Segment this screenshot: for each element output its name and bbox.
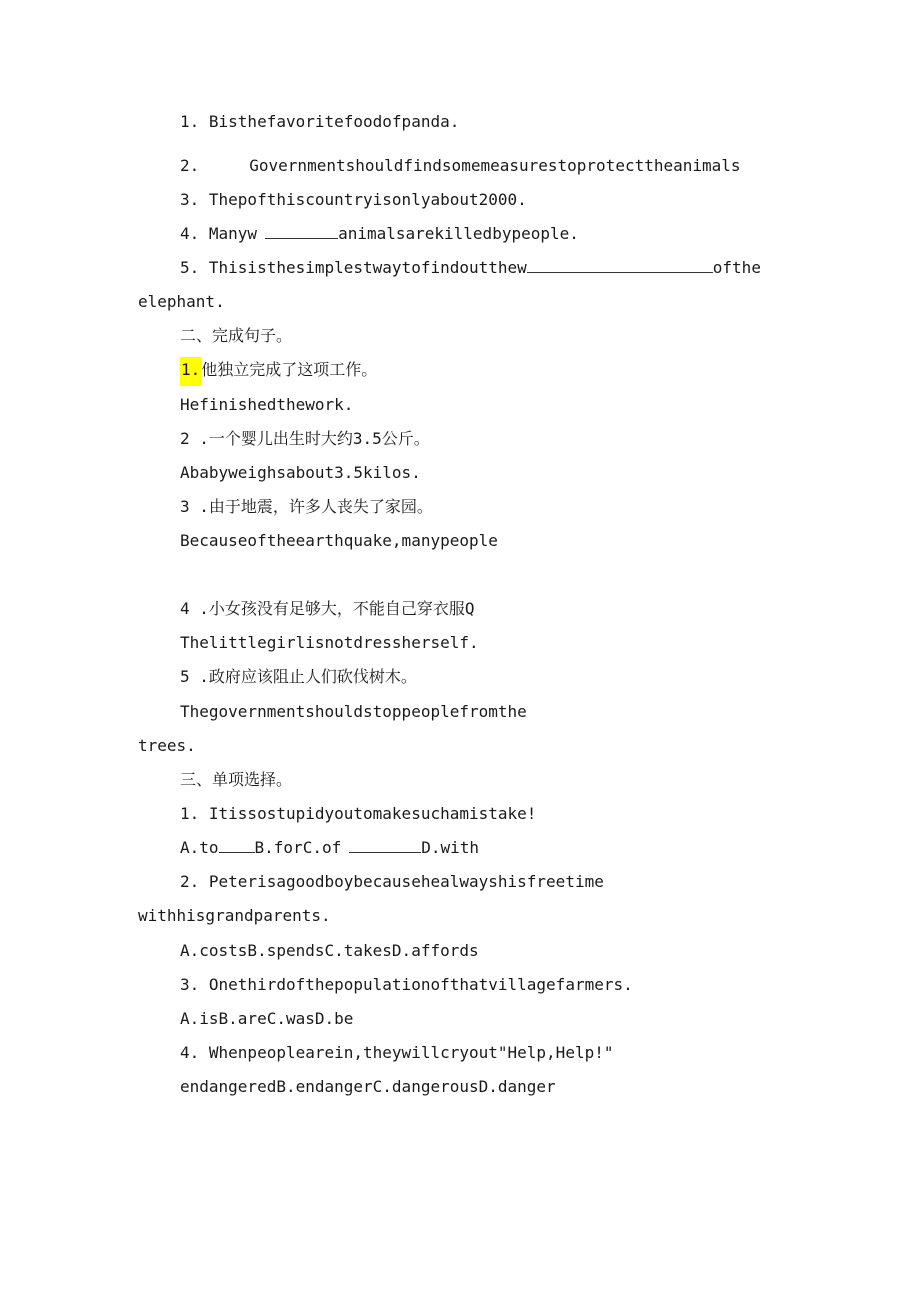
sentence-5-chinese: 5 .政府应该阻止人们砍伐树木。	[180, 667, 417, 686]
sentence-4-english: Thelittlegirlisnotdressherself.	[180, 633, 479, 652]
option-d: D.with	[421, 838, 480, 857]
choice-question-3-options: A.isB.areC.wasD.be	[180, 1009, 354, 1028]
highlighted-number: 1.	[180, 357, 201, 386]
choice-question-2-options: A.costsB.spendsC.takesD.affords	[180, 941, 479, 960]
sentence-2-english: Ababyweighsabout3.5kilos.	[180, 463, 421, 482]
choice-question-2: 2. Peterisagoodboybecausehealwayshisfreetime	[180, 872, 604, 891]
option-a: A.to	[180, 838, 219, 857]
sentence-1-english: Hefinishedthework.	[180, 395, 354, 414]
question-2	[180, 156, 741, 176]
sentence-2-chinese: 2 .一个婴儿出生时大约3.5公斤。	[180, 429, 430, 448]
question-5-start: 5. Thisisthesimplestwaytofindoutthew	[180, 258, 527, 277]
choice-question-1-options	[180, 838, 479, 858]
question-1: 1. Bisthefavoritefoodofpanda.	[180, 112, 460, 131]
section-2-heading: 二、完成句子。	[180, 326, 293, 345]
sentence-3-chinese: 3 .由于地震，许多人丧失了家园。	[180, 497, 433, 516]
choice-question-1: 1. Itissostupidyoutomakesuchamistake!	[180, 804, 537, 823]
question-4-start: 4. Manyw	[180, 224, 258, 243]
question-5-continued: elephant.	[138, 292, 225, 311]
question-5	[180, 258, 761, 278]
sentence-1-chinese-text: 他独立完成了这项工作。	[201, 360, 378, 379]
option-blank	[349, 838, 421, 853]
question-3: 3. Thepofthiscountryisonlyabout2000.	[180, 190, 527, 209]
choice-question-3: 3. Onethirdofthepopulationofthatvillagefarmers.	[180, 975, 633, 994]
sentence-1-chinese	[180, 360, 377, 386]
sentence-5-english: Thegovernmentshouldstoppeoplefromthe	[180, 702, 527, 721]
question-4-end: animalsarekilledbypeople.	[338, 224, 579, 243]
choice-question-4-options: endangeredB.endangerC.dangerousD.danger	[180, 1077, 556, 1096]
option-blank	[219, 838, 255, 853]
question-2-text: Governmentshouldfindsomemeasurestoprotecttheanimals	[249, 156, 741, 175]
sentence-3-english: Becauseoftheearthquake,manypeople	[180, 531, 498, 550]
question-4	[180, 224, 579, 244]
section-3-heading: 三、单项选择。	[180, 770, 293, 789]
question-5-blank	[527, 258, 713, 273]
question-4-blank	[265, 224, 338, 239]
sentence-4-chinese: 4 .小女孩没有足够大，不能自己穿衣服Q	[180, 599, 475, 618]
choice-question-4: 4. Whenpeoplearein,theywillcryout"Help,Help!"	[180, 1043, 614, 1062]
choice-question-2-continued: withhisgrandparents.	[138, 906, 331, 925]
option-b-c: B.forC.of	[254, 838, 342, 857]
question-2-number: 2.	[180, 156, 200, 175]
question-5-end: ofthe	[712, 258, 761, 277]
sentence-5-continued: trees.	[138, 736, 196, 755]
